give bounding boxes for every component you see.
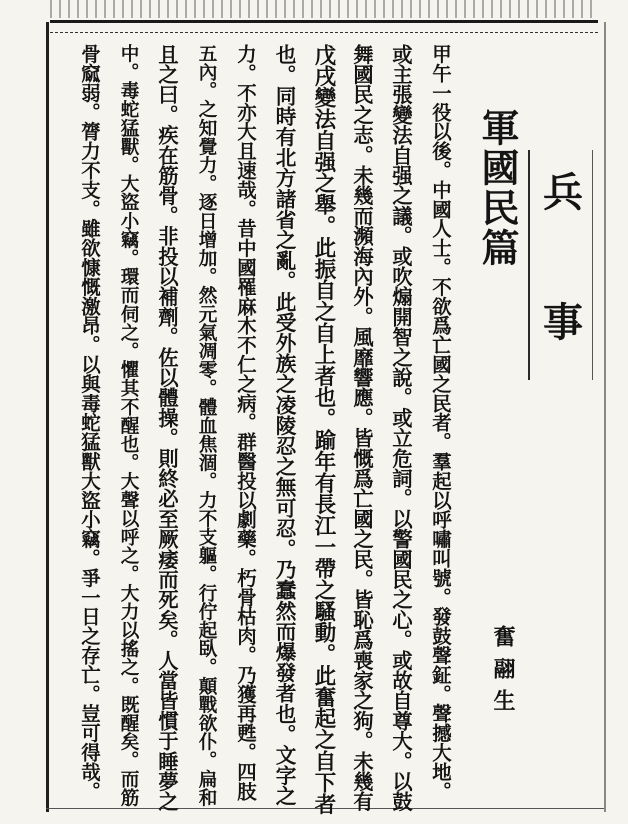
right-rule bbox=[604, 22, 606, 812]
body-column-5: 也。同時有北方諸省之亂。此受外族之凌陵忍之無可忍。乃蠢然而爆發者也。文字之 bbox=[272, 44, 296, 807]
top-ornament-strip bbox=[50, 0, 598, 18]
body-column-3: 舞國民之志。未幾而瀕海內外。風靡響應。皆慨爲亡國之民。皆恥爲喪家之狗。未幾有 bbox=[350, 44, 374, 812]
body-column-7: 五內。之知覺力。逐日增加。然元氣凋零。體血焦涸。力不支軀。行佇起臥。顛戰欲仆。扁和 bbox=[196, 44, 217, 807]
body-column-10: 骨窳弱。膂力不支。雖欲慷慨激昂。以與毒蛇猛獸大盜小竊。爭一日之存亡。豈可得哉。 bbox=[78, 44, 101, 801]
left-rule bbox=[46, 22, 49, 812]
body-column-1: 甲午一役以後。中國人士。不欲爲亡國之民者。羣起以呼嘯叫號。發鼓聲鉦。聲撼大地。 bbox=[429, 44, 452, 801]
section-char-2: 事 bbox=[543, 299, 583, 346]
article-author: 奮翮生 bbox=[490, 625, 516, 721]
body-column-4: 戊戌變法自强之舉。此振自之自上者也。踰年有長江一帶之騷動。此奮起之自下者 bbox=[311, 44, 336, 815]
article-title: 軍國民篇 bbox=[475, 108, 520, 268]
body-column-8: 且之曰。疾在筋骨。非投以補劑。佐以體操。則終必至厥痿而死矣。人當皆慣于睡夢之 bbox=[155, 44, 179, 812]
body-column-2: 或主張變法自强之議。或吹煽開智之說。或立危詞。以警國民之心。或故自尊大。以鼓 bbox=[389, 44, 413, 812]
section-header bbox=[528, 150, 593, 380]
body-column-9: 中。毒蛇猛獸。大盜小竊。環而伺之。懼其不醒也。大聲以呼之。大力以搖之。既醒矣。而筋 bbox=[118, 44, 139, 807]
section-char-1: 兵 bbox=[543, 169, 583, 216]
body-column-6: 力。不亦大且速哉。昔中國罹麻木不仁之病。群醫投以劇藥。朽骨枯肉。乃獲再甦。四肢 bbox=[234, 44, 257, 801]
top-rule bbox=[50, 20, 598, 33]
